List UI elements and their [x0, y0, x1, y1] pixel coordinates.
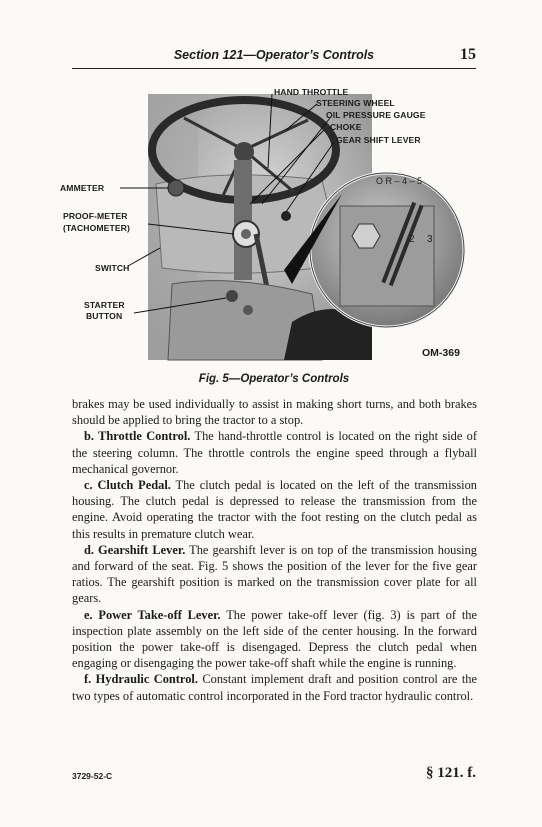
svg-text:O R – 4 – 5: O R – 4 – 5 [376, 176, 423, 186]
label-switch: SWITCH [95, 263, 130, 273]
label-proof-meter: PROOF-METER [63, 211, 128, 221]
paragraph-throttle-control: b. Throttle Control. The hand-throttle control is located on the right side of the steering column. The throttle controls the engine speed through a flyball mechanical governor. [72, 429, 477, 476]
svg-text:2: 2 [409, 234, 415, 245]
paragraph-brakes: brakes may be used individually to assist in making short turns, and both brakes should be applied to bring the tractor to a stop. [72, 397, 477, 428]
tractor-controls-photo [72, 84, 480, 366]
heading-clutch-pedal: c. Clutch Pedal. [84, 478, 171, 493]
label-steering-wheel: STEERING WHEEL [316, 98, 395, 108]
label-starter: STARTER [84, 300, 125, 310]
label-choke: CHOKE [330, 122, 362, 132]
label-hand-throttle: HAND THROTTLE [274, 87, 349, 97]
heading-power-take-off: e. Power Take-off Lever. [84, 607, 221, 622]
footer-section-ref: § 121. f. [426, 765, 476, 781]
paragraph-clutch-pedal: c. Clutch Pedal. The clutch pedal is located on the left of the transmission housing. The clutch pedal is depressed to release the transmission from the engine. Avoid operating the tractor with the foot resting on the clutch pedal as this results in premature clutch wear. [72, 478, 477, 541]
svg-text:3: 3 [427, 234, 433, 245]
label-tachometer: (TACHOMETER) [63, 223, 130, 233]
body-text [72, 396, 477, 704]
heading-throttle-control: b. Throttle Control. [84, 429, 191, 444]
footer-code: 3729-52-C [72, 771, 113, 781]
label-gear-shift-lever: GEAR SHIFT LEVER [336, 135, 421, 145]
heading-hydraulic-control: f. Hydraulic Control. [84, 672, 198, 687]
page-number: 15 [460, 46, 476, 63]
label-oil-pressure-gauge: OIL PRESSURE GAUGE [326, 110, 426, 120]
paragraph-power-take-off: e. Power Take-off Lever. The power take-off lever (fig. 3) is part of the inspection plate assembly on the left side of the center housing. In the forward position the power take-off is disengaged. Depress the clutch pedal when engaging or disengaging the power take-off shaft while the engine is running. [72, 607, 477, 671]
paragraph-gearshift-lever: d. Gearshift Lever. The gearshift lever is on top of the transmission housing and forward of the seat. Fig. 5 shows the position of the lever for the five gear ratios. The gearshift position is marked on the transmission cover plate for all gears. [72, 542, 477, 606]
label-starter-button: BUTTON [86, 311, 123, 321]
section-title: Section 121—Operator’s Controls [173, 48, 375, 62]
heading-gearshift-lever: d. Gearshift Lever. [84, 542, 186, 557]
label-ammeter: AMMETER [60, 183, 105, 193]
paragraph-hydraulic-control: f. Hydraulic Control. Constant implement draft and position control are the two types of automatic control incorporated in the Ford tractor hydraulic control. [72, 672, 477, 703]
page-header [72, 46, 476, 69]
figure-operators-controls [60, 84, 480, 366]
figure-caption: Fig. 5—Operator’s Controls [198, 373, 350, 385]
figure-id: OM-369 [422, 347, 460, 359]
